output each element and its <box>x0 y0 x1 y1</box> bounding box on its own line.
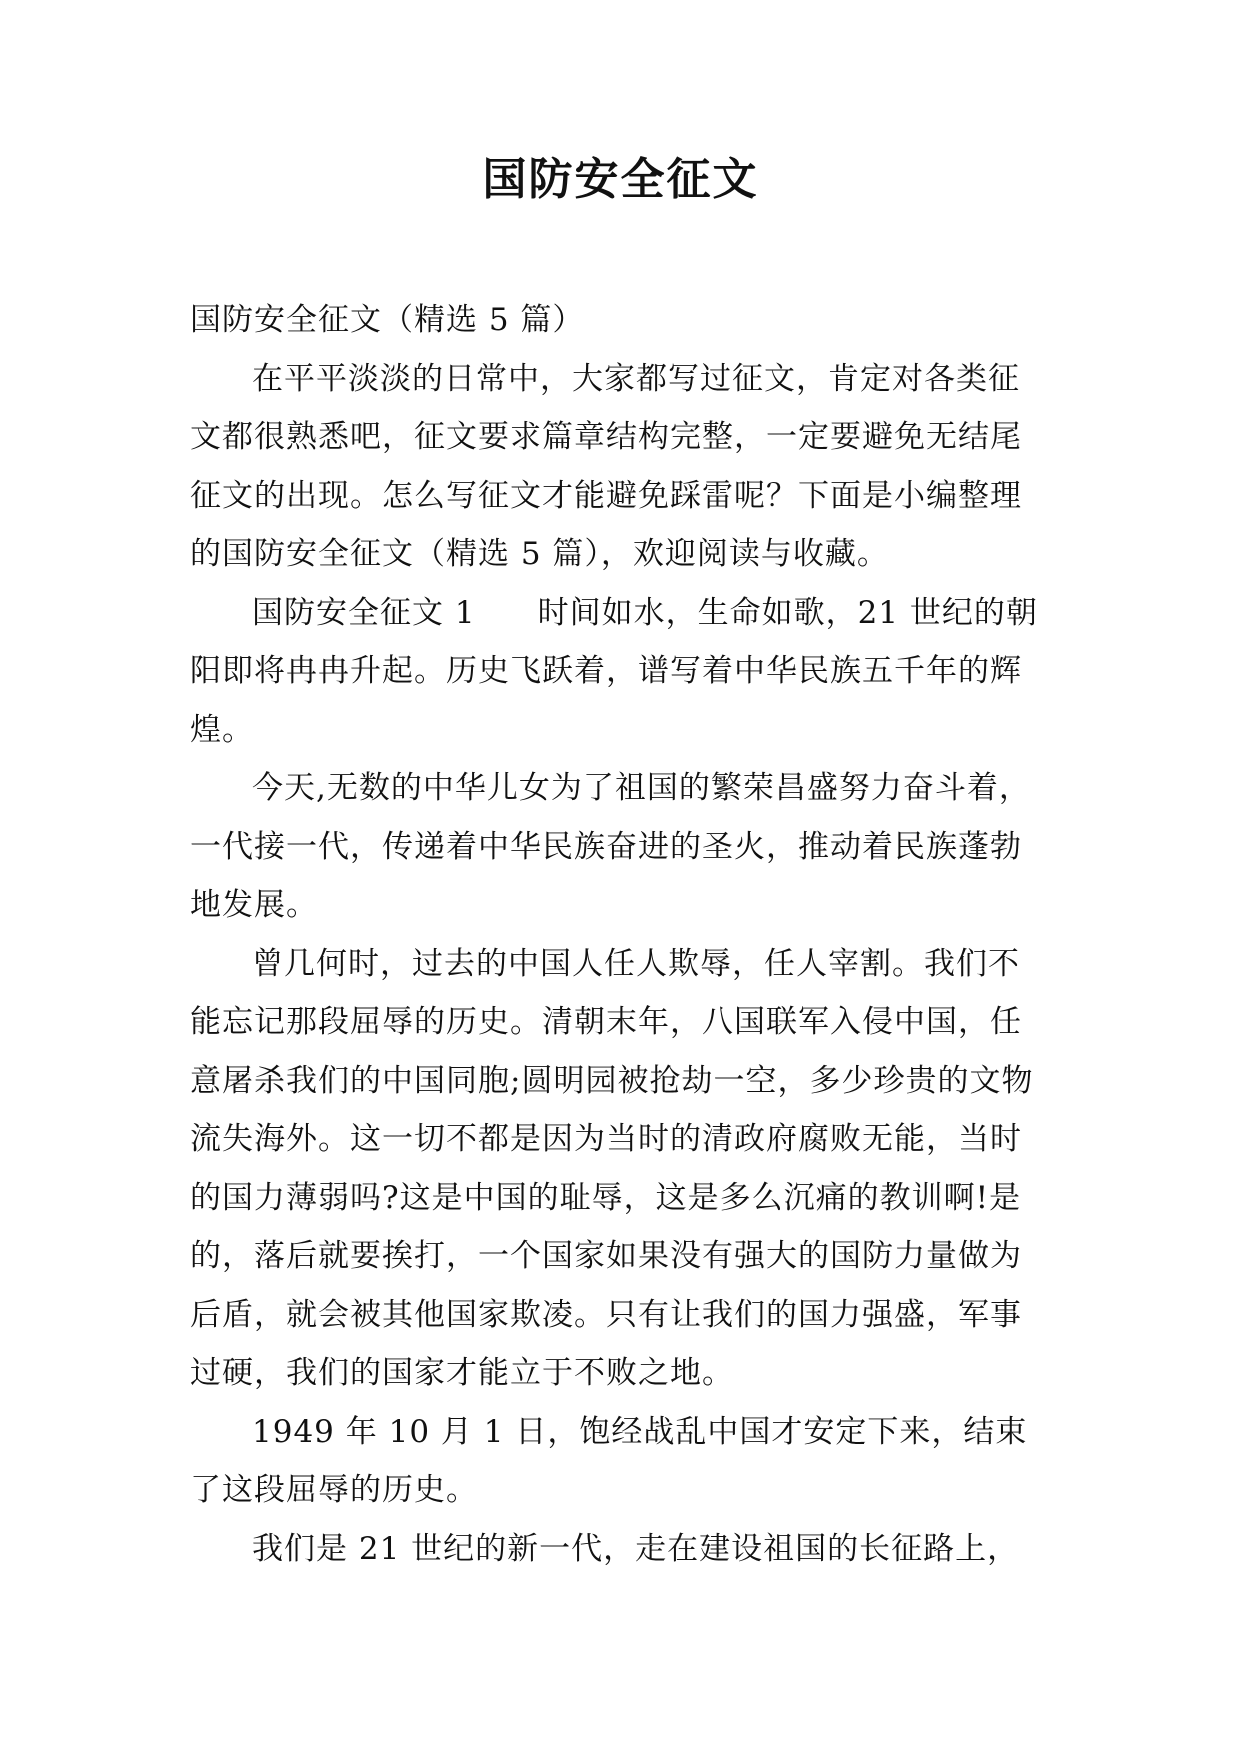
paragraph-today: 今天,无数的中华儿女为了祖国的繁荣昌盛努力奋斗着，一代接一代，传递着中华民族奋进的圣火，推动着民族蓬勃地发展。 <box>190 770 1031 923</box>
section-1-text: 时间如水，生命如歌，21 世纪的朝阳即将冉冉升起。历史飞跃着，谱写着中华民族五千年的辉煌。 <box>190 594 1038 748</box>
paragraph-history: 曾几何时，过去的中国人任人欺辱，任人宰割。我们不能忘记那段屈辱的历史。清朝末年，八国联军入侵中国，任意屠杀我们的中国同胞;圆明园被抢劫一空，多少珍贵的文物流失海外。这一切不都是因为当时的清政府腐败无能，当时的国力薄弱吗?这是中国的耻辱，这是多么沉痛的教训啊!是的，落后就要挨打，一个国家如果没有强大的国防力量做为后盾，就会被其他国家欺凌。只有让我们的国力强盛，军事过硬，我们的国家才能立于不败之地。 <box>190 945 1034 1391</box>
intro-paragraph: 在平平淡淡的日常中，大家都写过征文，肯定对各类征文都很熟悉吧，征文要求篇章结构完整，一定要避免无结尾征文的出现。怎么写征文才能避免踩雷呢？下面是小编整理的国防安全征文（精选 5 篇），欢迎阅读与收藏。 <box>190 360 1022 572</box>
paragraph-1949: 1949 年 10 月 1 日，饱经战乱中国才安定下来，结束了这段屈辱的历史。 <box>190 1413 1028 1508</box>
section-1-heading: 国防安全征文 1 <box>252 594 476 631</box>
section-1-paragraph <box>190 584 1050 760</box>
document-body <box>190 291 1050 1578</box>
document-title: 国防安全征文 <box>482 154 759 205</box>
document-subtitle: 国防安全征文（精选 5 篇） <box>190 302 585 338</box>
paragraph-new-generation: 我们是 21 世纪的新一代，走在建设祖国的长征路上， <box>252 1530 1020 1567</box>
